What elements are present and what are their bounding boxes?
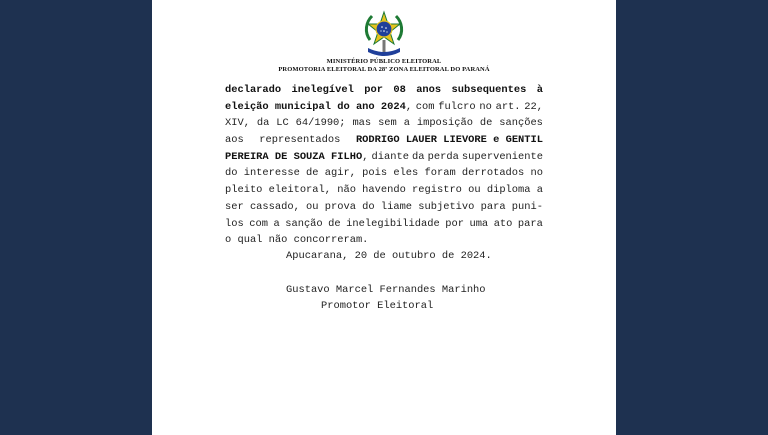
word: foram xyxy=(424,167,456,180)
word: declarado xyxy=(225,84,282,96)
word: inelegibilidade xyxy=(346,217,440,230)
word: derrotados xyxy=(461,167,525,180)
word: inelegível xyxy=(291,84,354,96)
text-line xyxy=(225,199,543,216)
signature-title: Promotor Eleitoral xyxy=(321,300,434,312)
brasao-coat-of-arms-icon xyxy=(362,10,406,58)
word: prova xyxy=(324,200,356,213)
word: sanção xyxy=(285,217,323,230)
word: de xyxy=(306,167,319,180)
word: do xyxy=(225,167,238,180)
text-line xyxy=(225,216,543,233)
word: superveniente xyxy=(461,150,543,163)
word: cassado, xyxy=(249,200,300,213)
word: eles xyxy=(393,167,419,180)
word: de xyxy=(328,217,341,230)
word: não xyxy=(337,184,356,197)
word: no xyxy=(479,100,492,113)
word: registro xyxy=(412,184,462,197)
header-line-ministerio: MINISTÉRIO PÚBLICO ELEITORAL xyxy=(326,58,442,65)
word: LC xyxy=(276,117,289,130)
word: ou xyxy=(306,200,319,213)
word: XIV, xyxy=(225,117,250,130)
place-date: Apucarana, 20 de outubro de 2024. xyxy=(286,250,492,262)
word: ou xyxy=(468,184,481,197)
word: havendo xyxy=(362,184,406,197)
word: 64/1990; xyxy=(295,117,346,130)
word: para xyxy=(480,200,506,213)
word: pleito xyxy=(225,184,263,197)
word: interesse xyxy=(243,167,300,180)
word: subsequentes xyxy=(451,84,527,96)
word: à xyxy=(536,84,543,96)
bold-phrase: RODRIGO LAUER LIEVORE e GENTIL xyxy=(355,134,543,147)
word: fulcro xyxy=(438,100,476,113)
word: do xyxy=(362,200,375,213)
bold-phrase: PEREIRA DE SOUZA FILHO xyxy=(225,150,363,163)
text-line xyxy=(225,115,543,132)
text-line xyxy=(225,99,543,116)
word: , xyxy=(362,150,369,163)
word: a xyxy=(273,217,280,230)
text-line xyxy=(225,149,543,166)
word: da xyxy=(412,150,425,163)
word: com xyxy=(415,100,435,113)
word: art. xyxy=(495,100,521,113)
word: aos xyxy=(225,134,244,147)
word: uma xyxy=(469,217,489,230)
word: com xyxy=(249,217,268,230)
phrase xyxy=(225,99,412,116)
word: sem xyxy=(378,117,397,130)
text-line xyxy=(225,165,543,182)
text-line xyxy=(225,82,543,99)
word: imposição xyxy=(416,117,473,130)
word: diploma xyxy=(486,184,531,197)
word: agir, xyxy=(324,167,356,180)
word: representados xyxy=(259,134,341,147)
word: por xyxy=(445,217,464,230)
text-line xyxy=(225,182,543,199)
word: ser xyxy=(225,200,244,213)
word: ato xyxy=(493,217,513,230)
phrase xyxy=(225,149,368,166)
word: para xyxy=(517,217,543,230)
text-line xyxy=(225,132,543,149)
word: liame xyxy=(380,200,413,213)
word: sanções xyxy=(499,117,543,130)
header-line-promotoria: PROMOTORIA ELEITORAL DA 28ª ZONA ELEITORAL DO PARANÁ xyxy=(278,66,490,73)
word: subjetivo xyxy=(418,200,475,213)
word: a xyxy=(536,184,543,197)
word: , xyxy=(405,100,413,113)
word: eleitoral, xyxy=(268,184,331,197)
word: perda xyxy=(427,150,459,163)
word: mas xyxy=(352,117,372,130)
word: pois xyxy=(362,167,388,180)
text-line-last: o qual não concorreram. xyxy=(225,234,369,247)
word: por xyxy=(364,84,383,96)
word: diante xyxy=(371,150,409,163)
word: los xyxy=(225,217,244,230)
signature-name: Gustavo Marcel Fernandes Marinho xyxy=(286,284,486,296)
word: a xyxy=(403,117,410,130)
word: 22, xyxy=(524,100,543,113)
word: no xyxy=(530,167,543,180)
document-page xyxy=(152,0,616,435)
word: anos xyxy=(416,84,442,96)
word: da xyxy=(256,117,270,130)
word: de xyxy=(479,117,493,130)
document-body xyxy=(225,82,543,249)
word: 08 xyxy=(393,84,406,96)
word: puni- xyxy=(511,200,543,213)
bold-phrase: eleição municipal do ano 2024 xyxy=(225,100,406,113)
